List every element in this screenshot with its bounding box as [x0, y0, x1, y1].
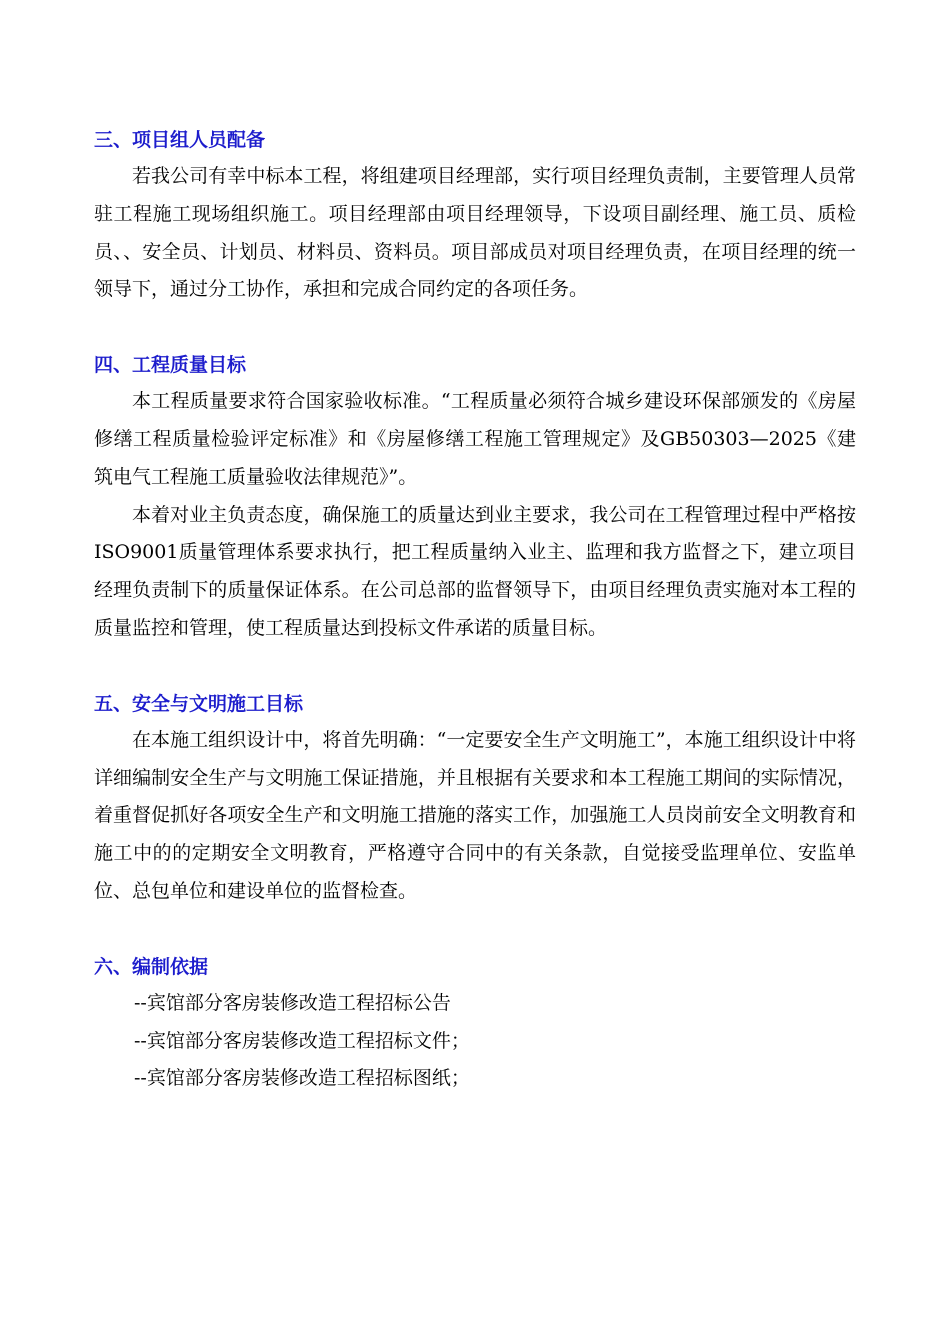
paragraph: 本着对业主负责态度，确保施工的质量达到业主要求，我公司在工程管理过程中严格按ISO9001质量管理体系要求执行，把工程质量纳入业主、监理和我方监督之下，建立项目经理负责制下的质量保证体系。在公司总部的监督领导下，由项目经理负责实施对本工程的质量监控和管理，使工程质量达到投标文件承诺的质量目标。 — [94, 503, 856, 639]
section-heading: 五、安全与文明施工目标 — [94, 692, 304, 715]
section-safety-goal — [94, 686, 856, 911]
list-item: --宾馆部分客房装修改造工程招标文件； — [134, 1029, 470, 1052]
document-page — [94, 122, 856, 1098]
section-heading: 三、项目组人员配备 — [94, 129, 266, 151]
section-quality-goal — [94, 347, 856, 648]
paragraph: 本工程质量要求符合国家验收标准。“工程质量必须符合城乡建设环保部颁发的《房屋修缮工程质量检验评定标准》和《房屋修缮工程施工管理规定》及GB50303—2025《建筑电气工程施工质量验收法律规范》”。 — [94, 390, 856, 488]
section-gap — [94, 309, 856, 347]
section-heading: 四、工程质量目标 — [94, 354, 247, 377]
section-gap — [94, 648, 856, 686]
section-heading: 六、编制依据 — [94, 955, 209, 978]
section-gap — [94, 911, 856, 949]
list-item: --宾馆部分客房装修改造工程招标图纸； — [134, 1067, 470, 1090]
section-staffing — [94, 122, 856, 309]
section-basis — [94, 949, 856, 1098]
paragraph: 若我公司有幸中标本工程，将组建项目经理部，实行项目经理负责制，主要管理人员常驻工程施工现场组织施工。项目经理部由项目经理领导，下设项目副经理、施工员、质检员、、安全员、计划员、材料员、资料员。项目部成员对项目经理负责，在项目经理的统一领导下，通过分工协作，承担和完成合同约定的各项任务。 — [94, 165, 856, 301]
paragraph: 在本施工组织设计中，将首先明确：“一定要安全生产文明施工”，本施工组织设计中将详细编制安全生产与文明施工保证措施，并且根据有关要求和本工程施工期间的实际情况，着重督促抓好各项安全生产和文明施工措施的落实工作，加强施工人员岗前安全文明教育和施工中的的定期安全文明教育，严格遵守合同中的有关条款，自觉接受监理单位、安监单位、总包单位和建设单位的监督检查。 — [94, 728, 856, 902]
list-item: --宾馆部分客房装修改造工程招标公告 — [134, 991, 451, 1014]
